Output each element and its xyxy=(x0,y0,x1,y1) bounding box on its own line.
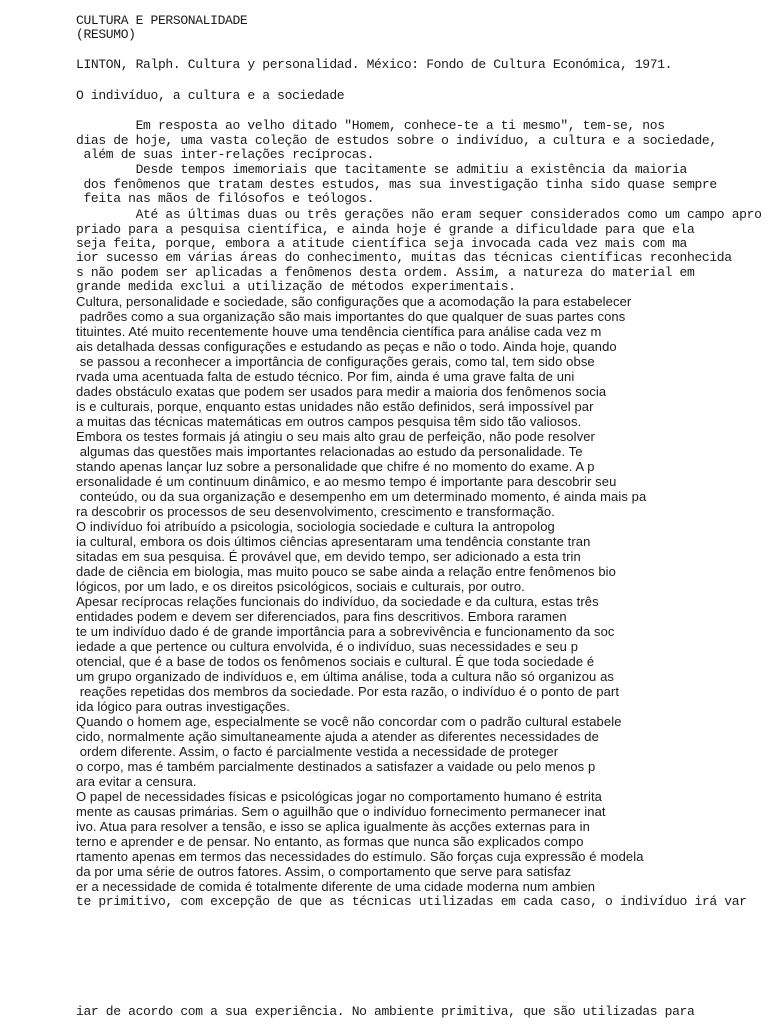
prose-line: a muitas das técnicas matemáticas em outros campos pesquisa têm sido tão valiosos. xyxy=(76,414,582,429)
prose-line: O indivíduo foi atribuído a psicologia, sociologia sociedade e cultura Ia antropolog xyxy=(76,519,555,534)
prose-line: mente as causas primárias. Sem o aguilhão que o indivíduo fornecimento permanecer inat xyxy=(76,804,606,819)
prose-line: Embora os testes formais já atingiu o seu mais alto grau de perfeição, não pode resolver xyxy=(76,429,595,444)
prose-line: er a necessidade de comida é totalmente diferente de uma cidade moderna num ambien xyxy=(76,879,596,894)
body-line: além de suas inter-relações recíprocas. xyxy=(76,147,375,162)
prose-line: iedade a que pertence ou cultura envolvida, é o indivíduo, suas necessidades e seu p xyxy=(76,639,579,654)
prose-line: Quando o homem age, especialmente se você não concordar com o padrão cultural estabele xyxy=(76,714,622,729)
prose-line: sitadas em sua pesquisa. É provável que, em devido tempo, ser adicionado a esta trin xyxy=(76,549,581,564)
prose-line: ia cultural, embora os dois últimos ciências apresentaram uma tendência constante tran xyxy=(76,534,591,549)
prose-line: o corpo, mas é também parcialmente destinados a satisfazer a vaidade ou pelo menos p xyxy=(76,759,596,774)
prose-line: da por uma série de outros fatores. Assim, o comportamento que serve para satisfaz xyxy=(76,864,572,879)
prose-line: dade de ciência em biologia, mas muito pouco se sabe ainda a relação entre fenômenos bio xyxy=(76,564,616,579)
body-line: ior sucesso em várias áreas do conhecimento, muitas das técnicas científicas reconhecida xyxy=(76,250,732,265)
document-title: CULTURA E PERSONALIDADE xyxy=(76,13,248,28)
prose-line: ordem diferente. Assim, o facto é parcialmente vestida a necessidade de proteger xyxy=(76,744,559,759)
prose-line: is e culturais, porque, enquanto estas unidades não estão definidos, será impossível par xyxy=(76,399,594,414)
prose-line: te primitivo, com excepção de que as técnicas utilizadas em cada caso, o indivíduo irá var xyxy=(76,894,747,909)
prose-line: tituintes. Até muito recentemente houve uma tendência científica para análise cada vez m xyxy=(76,324,602,339)
body-line: Em resposta ao velho ditado "Homem, conhece-te a ti mesmo", tem-se, nos xyxy=(76,118,665,133)
section-title: O indivíduo, a cultura e a sociedade xyxy=(76,88,345,103)
body-line: grande medida exclui a utilização de métodos experimentais. xyxy=(76,279,516,294)
body-line: seja feita, porque, embora a atitude científica seja invocada cada vez mais com ma xyxy=(76,236,688,251)
prose-line: lógicos, por um lado, e os direitos psicológicos, sociais e culturais, por outro. xyxy=(76,579,525,594)
prose-line: Apesar recíprocas relações funcionais do indivíduo, da sociedade e da cultura, estas três xyxy=(76,594,599,609)
body-line: dias de hoje, uma vasta coleção de estudos sobre o indivíduo, a cultura e a sociedade, xyxy=(76,133,717,148)
prose-line: reações repetidas dos membros da sociedade. Por esta razão, o indivíduo é o ponto de part xyxy=(76,684,620,699)
next-page-line: iar de acordo com a sua experiência. No ambiente primitiva, que são utilizadas para xyxy=(76,1004,695,1019)
prose-line: rvada uma acentuada falta de estudo técnico. Por fim, ainda é uma grave falta de uni xyxy=(76,369,575,384)
prose-line: ais detalhada dessas configurações e estudando as peças e não o todo. Ainda hoje, quando xyxy=(76,339,617,354)
prose-line: ivo. Atua para resolver a tensão, e isso se aplica igualmente às acções externas para in xyxy=(76,819,590,834)
prose-line: dades obstáculo exatas que podem ser usados para medir a maioria dos fenômenos socia xyxy=(76,384,607,399)
prose-line: padrões como a sua organização são mais importantes do que qualquer de suas partes cons xyxy=(76,309,626,324)
prose-line: cido, normalmente ação simultaneamente ajuda a atender as diferentes necessidades de xyxy=(76,729,599,744)
body-line: Até as últimas duas ou três gerações não eram sequer considerados como um campo apro xyxy=(76,207,762,222)
prose-line: algumas das questões mais importantes relacionadas ao estudo da personalidade. Te xyxy=(76,444,583,459)
prose-line: O papel de necessidades físicas e psicológicas jogar no comportamento humano é estrita xyxy=(76,789,603,804)
body-line: s não podem ser aplicadas a fenômenos desta ordem. Assim, a natureza do material em xyxy=(76,265,695,280)
prose-line: otencial, que é a base de todos os fenômenos sociais e cultural. É que toda sociedade é xyxy=(76,654,595,669)
prose-line: ra descobrir os processos de seu desenvolvimento, crescimento e transformação. xyxy=(76,504,555,519)
body-line: dos fenômenos que tratam destes estudos, mas sua investigação tinha sido quase sempre xyxy=(76,177,717,192)
prose-line: ida lógico para outras investigações. xyxy=(76,699,290,714)
prose-line: Cultura, personalidade e sociedade, são configurações que a acomodação Ia para estabelecer xyxy=(76,294,632,309)
prose-line: entidades podem e devem ser diferenciados, para fins descritivos. Embora raramen xyxy=(76,609,567,624)
body-line: priado para a pesquisa científica, e ainda hoje é grande a dificuldade para que ela xyxy=(76,222,695,237)
prose-line: rtamento apenas em termos das necessidades do estímulo. São forças cuja expressão é modela xyxy=(76,849,644,864)
prose-line: ersonalidade é um continuum dinâmico, e ao mesmo tempo é importante para descobrir seu xyxy=(76,474,617,489)
document-subtitle: (RESUMO) xyxy=(76,27,136,42)
bibliographic-reference: LINTON, Ralph. Cultura y personalidad. México: Fondo de Cultura Económica, 1971. xyxy=(76,57,673,72)
prose-line: te um indivíduo dado é de grande importância para a sobrevivência e funcionamento da soc xyxy=(76,624,615,639)
prose-line: conteúdo, ou da sua organização e desempenho em um determinado momento, é ainda mais pa xyxy=(76,489,647,504)
body-line: Desde tempos imemoriais que tacitamente se admitiu a existência da maioria xyxy=(76,162,688,177)
prose-line: se passou a reconhecer a importância de configurações gerais, como tal, tem sido obse xyxy=(76,354,595,369)
prose-line: stando apenas lançar luz sobre a personalidade que chifre é no momento do exame. A p xyxy=(76,459,595,474)
prose-line: terno e aprender e de pensar. No entanto, as formas que nunca são explicados compo xyxy=(76,834,584,849)
prose-line: ara evitar a censura. xyxy=(76,774,197,789)
prose-line: um grupo organizado de indivíduos e, em última análise, toda a cultura não só organizou as xyxy=(76,669,614,684)
body-line: feita nas mãos de filósofos e teólogos. xyxy=(76,191,375,206)
